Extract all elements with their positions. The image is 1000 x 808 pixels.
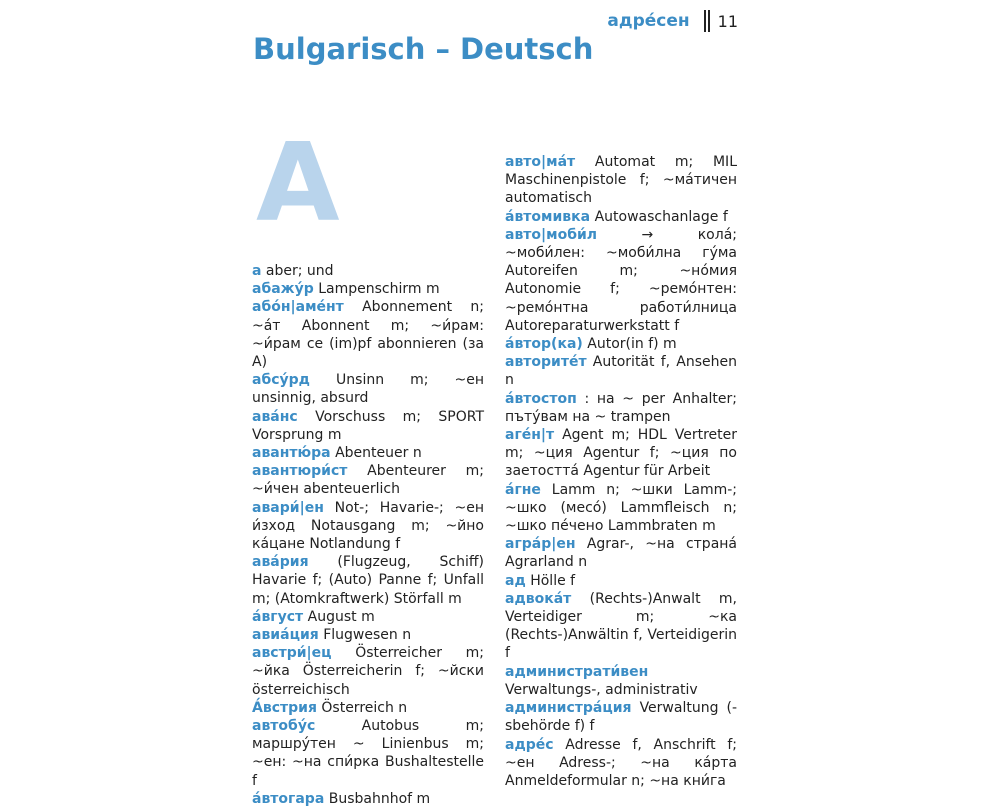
entry-headword: А́встрия [252, 699, 317, 716]
dictionary-entry [505, 335, 737, 353]
entry-headword: абажу́р [252, 281, 314, 298]
dictionary-entry [505, 208, 737, 226]
dictionary-entry [505, 663, 737, 699]
entry-headword: адре́с [505, 736, 554, 753]
dictionary-entry [252, 626, 484, 644]
entry-headword: авто|моби́л [505, 226, 598, 243]
dictionary-entry [252, 280, 484, 298]
dictionary-entry [505, 353, 737, 389]
entry-definition: Autowaschanlage f [594, 208, 728, 225]
entry-definition: August m [307, 608, 375, 625]
dictionary-entry [252, 462, 484, 498]
entry-definition: Österreicher m; ~йка Österreicherin f; ~йски österreichisch [252, 645, 484, 698]
entry-headword: австри́|ец [252, 645, 332, 662]
header-divider [708, 10, 710, 32]
entry-headword: ад [505, 572, 526, 589]
entry-definition: Abenteurer m; ~и́чен abenteuerlich [252, 463, 484, 498]
entry-definition: Not-; Havarie-; ~ен и́зход Notausgang m; ~йно ка́цане Notlandung f [252, 499, 484, 553]
entry-headword: ава́рия [252, 554, 309, 571]
dictionary-entry [252, 371, 484, 407]
entry-definition: : на ~ per Anhalter; пъту́вам на ~ trampen [505, 390, 738, 425]
entry-definition: Autor(in f) m [587, 336, 677, 353]
dictionary-entry [252, 408, 484, 444]
entry-definition: Hölle f [530, 572, 576, 589]
dictionary-entry [505, 535, 737, 571]
entry-definition: Abenteuer n [335, 445, 422, 462]
entry-headword: абсу́рд [252, 372, 310, 389]
dictionary-entry [505, 481, 737, 536]
entry-definition: → кола́; ~моби́лен: ~моби́лна гу́ма Autoreifen m; ~но́мия Autonomie f; ~ремо́нтен: ~ремо́нтна работи́лница Autoreparaturwerkstatt f [505, 226, 737, 334]
dictionary-entry [505, 572, 737, 590]
entry-definition: Verwaltung (-sbehörde f) f [505, 700, 737, 735]
entry-definition: Abonnement n; ~а́т Abonnent m; ~и́рам: ~и́рам се (im)pf abonnieren (за A) [252, 299, 484, 371]
dictionary-entry [252, 790, 484, 808]
dictionary-entry [252, 262, 484, 280]
entry-headword: а́втогара [252, 790, 325, 807]
running-header [607, 10, 738, 32]
entry-headword: авантюри́ст [252, 463, 348, 480]
entry-headword: автобу́с [252, 718, 316, 735]
page-number: 11 [717, 11, 738, 31]
entry-headword: адвока́т [505, 590, 572, 607]
section-letter: A [256, 121, 340, 246]
dictionary-entry [252, 717, 484, 790]
entry-headword: администра́ция [505, 700, 632, 717]
dictionary-entry [252, 699, 484, 717]
entry-headword: або́н|аме́нт [252, 299, 344, 316]
entry-definition: Verwaltungs-, administrativ [505, 681, 698, 698]
dictionary-entry [505, 226, 737, 335]
dictionary-entry [505, 736, 737, 791]
entry-headword: а́втор(ка) [505, 336, 583, 353]
entry-definition: Agent m; HDL Vertreter m; ~ция Agentur f; ~ция по заетостта́ Agentur für Arbeit [505, 427, 737, 480]
entry-headword: авиа́ция [252, 627, 319, 644]
entry-definition: Vorschuss m; SPORT Vorsprung m [252, 408, 484, 443]
entry-definition: Autorität f, Ansehen n [505, 354, 737, 389]
dictionary-entry [252, 499, 484, 554]
entry-headword: администрати́вен [505, 663, 649, 680]
entry-headword: авари́|ен [252, 499, 324, 516]
dictionary-entry [505, 590, 737, 663]
dictionary-entry [505, 390, 737, 426]
left-column [252, 262, 484, 808]
entry-headword: авто|ма́т [505, 154, 576, 170]
dictionary-entry [505, 153, 737, 208]
entry-headword: авантю́ра [252, 445, 331, 462]
page-title: Bulgarisch – Deutsch [253, 32, 594, 66]
entry-definition: Agrar-, ~на страна́ Agrarland n [505, 536, 738, 571]
entry-headword: а́гне [505, 481, 541, 498]
entry-headword: а [252, 263, 262, 279]
entry-headword: агра́р|ен [505, 536, 576, 553]
entry-definition: Automat m; MIL Maschinenpistole f; ~ма́тичен automatisch [505, 154, 737, 207]
dictionary-entry [505, 426, 737, 481]
dictionary-entry [252, 644, 484, 699]
entry-definition: aber; und [265, 263, 334, 279]
entry-headword: а́втомивка [505, 208, 591, 225]
entry-definition: Lamm n; ~шки Lamm-; ~шко (месо́) Lammfleisch n; ~шко пе́чено Lammbraten m [505, 481, 737, 535]
dictionary-entry [252, 298, 484, 371]
entry-headword: ава́нс [252, 408, 298, 425]
entry-definition: Adresse f, Anschrift f; ~ен Adress-; ~на ка́рта Anmeldeformular n; ~на кни́га [505, 736, 737, 789]
entry-definition: Österreich n [321, 699, 408, 716]
entry-definition: Flugwesen n [323, 627, 412, 644]
entry-definition: (Rechts-)Anwalt m, Verteidiger m; ~ка (Rechts-)Anwältin f, Verteidigerin f [505, 590, 737, 662]
entry-headword: аге́н|т [505, 427, 555, 444]
right-column [505, 153, 737, 790]
dictionary-entry [252, 444, 484, 462]
entry-headword: а́вгуст [252, 608, 304, 625]
entry-definition: Unsinn m; ~ен unsinnig, absurd [252, 372, 484, 407]
header-divider [704, 10, 706, 32]
entry-definition: (Flugzeug, Schiff) Havarie f; (Auto) Panne f; Unfall m; (Atomkraftwerk) Störfall m [252, 554, 484, 607]
entry-definition: Autobus m; маршру́тен ~ Linienbus m; ~ен: ~на спи́рка Bushaltestelle f [252, 718, 484, 789]
entry-headword: а́втостоп [505, 390, 577, 407]
entry-definition: Lampenschirm m [318, 281, 440, 298]
running-headword: адре́сен [607, 11, 690, 31]
dictionary-entry [252, 553, 484, 608]
entry-definition: Busbahnhof m [328, 790, 431, 807]
entry-headword: авторите́т [505, 354, 587, 371]
dictionary-entry [252, 608, 484, 626]
dictionary-entry [505, 699, 737, 735]
